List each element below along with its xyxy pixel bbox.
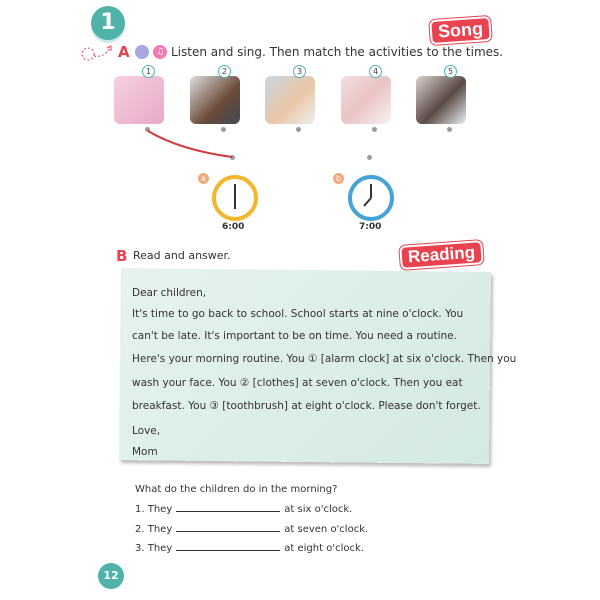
answer-row-3 bbox=[135, 543, 364, 554]
match-dot[interactable] bbox=[372, 127, 377, 132]
clock-letter: a bbox=[198, 173, 209, 184]
clock-time: 7:00 bbox=[359, 222, 382, 232]
section-a-letter: A bbox=[118, 43, 130, 61]
song-sticker: Song bbox=[429, 16, 492, 45]
letter-line: Here's your morning routine. You ① [alarm clock] at six o'clock. Then you bbox=[132, 353, 517, 365]
alarm-clock-blue-icon bbox=[348, 175, 394, 221]
section-b-instruction: Read and answer. bbox=[133, 249, 231, 262]
match-dot[interactable] bbox=[296, 127, 301, 132]
photo-brushing-hair bbox=[265, 76, 315, 124]
letter-line: wash your face. You ② [clothes] at seven o'clock. Then you eat bbox=[132, 377, 463, 389]
question-text: What do the children do in the morning? bbox=[135, 484, 338, 495]
answer-suffix: at six o'clock. bbox=[284, 504, 353, 515]
answer-suffix: at eight o'clock. bbox=[284, 543, 364, 554]
match-dot[interactable] bbox=[447, 127, 452, 132]
letter-line: Mom bbox=[132, 446, 158, 458]
letter-line: It's time to go back to school. School starts at nine o'clock. You bbox=[132, 308, 464, 320]
alarm-clock-yellow-icon bbox=[212, 175, 258, 221]
page-number: 12 bbox=[98, 563, 124, 589]
answer-prefix: They bbox=[147, 543, 173, 554]
clock-time: 6:00 bbox=[222, 222, 245, 232]
answer-number: 2. bbox=[135, 524, 145, 535]
photo-number: 1 bbox=[142, 65, 155, 78]
answer-blank[interactable] bbox=[176, 550, 280, 551]
answer-prefix: They bbox=[147, 504, 173, 515]
photo-number: 5 bbox=[444, 65, 457, 78]
audio-cd-icon[interactable] bbox=[135, 45, 149, 59]
answer-blank[interactable] bbox=[176, 531, 280, 532]
photo-washing-face bbox=[416, 76, 466, 124]
photo-number: 2 bbox=[218, 65, 231, 78]
section-a-instruction: Listen and sing. Then match the activities to the times. bbox=[171, 45, 504, 59]
music-note-icon[interactable]: ♫ bbox=[153, 45, 167, 59]
answer-prefix: They bbox=[147, 524, 173, 535]
letter-line: Dear children, bbox=[132, 287, 207, 299]
match-dot[interactable] bbox=[367, 155, 372, 160]
answer-row-1 bbox=[135, 504, 352, 515]
letter-line: Love, bbox=[132, 425, 161, 437]
photo-waking-up bbox=[114, 76, 164, 124]
photo-getting-dressed bbox=[341, 76, 391, 124]
answer-blank[interactable] bbox=[176, 511, 280, 512]
clock-letter: b bbox=[333, 173, 344, 184]
section-b-letter: B bbox=[116, 247, 128, 265]
arrow-icon bbox=[80, 42, 120, 64]
answer-number: 3. bbox=[135, 543, 145, 554]
match-line bbox=[140, 125, 240, 165]
letter-line: can't be late. It's important to be on time. You need a routine. bbox=[132, 330, 457, 342]
letter-line: breakfast. You ③ [toothbrush] at eight o'clock. Please don't forget. bbox=[132, 400, 481, 412]
photo-brushing-teeth bbox=[190, 76, 240, 124]
photo-number: 3 bbox=[293, 65, 306, 78]
photo-number: 4 bbox=[369, 65, 382, 78]
answer-number: 1. bbox=[135, 504, 145, 515]
reading-sticker: Reading bbox=[399, 240, 484, 270]
answer-row-2 bbox=[135, 524, 368, 535]
unit-badge: 1 bbox=[91, 6, 125, 40]
answer-suffix: at seven o'clock. bbox=[284, 524, 369, 535]
